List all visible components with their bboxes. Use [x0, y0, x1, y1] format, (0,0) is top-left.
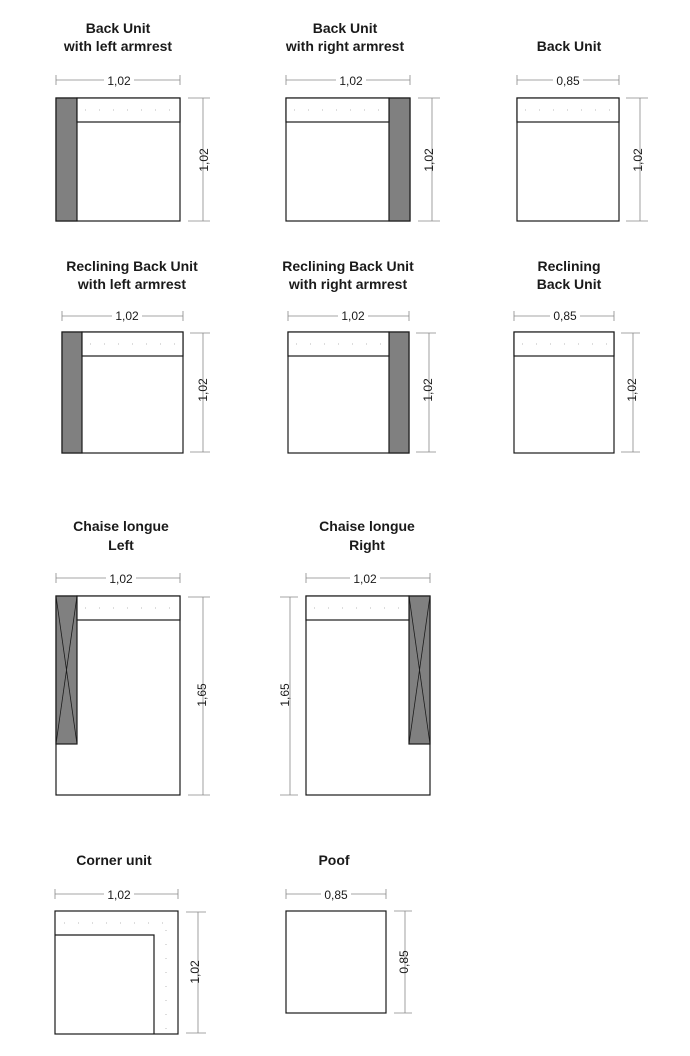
back-cushion: [286, 98, 389, 122]
module-poof: [286, 852, 412, 1013]
module-reclining-back-unit-right-armrest: [282, 258, 436, 453]
title-line-1: Corner unit: [76, 852, 152, 868]
width-label: 0,85: [553, 309, 577, 323]
depth-label: 1,02: [625, 378, 639, 402]
module-back-unit-left-armrest: [56, 20, 211, 221]
right-armrest: [389, 332, 409, 453]
width-dimension: [517, 72, 619, 88]
width-label: 1,02: [339, 74, 363, 88]
back-cushion: [77, 98, 180, 122]
depth-dimension: [188, 98, 211, 221]
module-chaise-longue-left: [56, 518, 210, 795]
width-label: 0,85: [556, 74, 580, 88]
depth-dimension: [278, 597, 298, 795]
width-label: 1,02: [107, 74, 131, 88]
depth-dimension: [418, 98, 440, 221]
width-label: 1,02: [107, 888, 131, 902]
depth-label: 1,02: [422, 148, 436, 172]
depth-label: 0,85: [397, 950, 411, 974]
title-line-1: Reclining Back Unit: [282, 258, 414, 274]
width-label: 1,02: [115, 309, 139, 323]
width-dimension: [286, 886, 386, 902]
module-chaise-longue-right: [278, 518, 430, 795]
depth-dimension: [621, 333, 640, 452]
seat-outline: [286, 911, 386, 1013]
width-label: 0,85: [324, 888, 348, 902]
width-dimension: [55, 886, 178, 902]
title-line-2: Left: [108, 537, 134, 553]
width-dimension: [514, 308, 614, 324]
width-label: 1,02: [341, 309, 365, 323]
width-dimension: [56, 570, 180, 586]
width-label: 1,02: [109, 572, 133, 586]
title-line-1: Back Unit: [312, 20, 378, 36]
left-armrest: [56, 98, 77, 221]
depth-dimension: [394, 911, 412, 1013]
title-line-2: with left armrest: [77, 276, 187, 292]
depth-dimension: [190, 333, 210, 452]
title-line-1: Back Unit: [536, 38, 602, 54]
module-reclining-back-unit: [514, 258, 640, 453]
depth-label: 1,02: [631, 148, 645, 172]
depth-label: 1,65: [278, 683, 292, 707]
title-line-1: Chaise longue: [319, 518, 415, 534]
seat-outline: [55, 911, 178, 1034]
title-line-2: with left armrest: [63, 38, 173, 54]
title-line-2: Right: [349, 537, 385, 553]
width-dimension: [306, 570, 430, 586]
width-dimension: [56, 72, 180, 88]
depth-label: 1,02: [188, 960, 202, 984]
depth-label: 1,65: [195, 683, 209, 707]
depth-label: 1,02: [197, 148, 211, 172]
depth-dimension: [186, 912, 206, 1033]
title-line-1: Poof: [318, 852, 350, 868]
right-armrest: [389, 98, 410, 221]
title-line-1: Back Unit: [85, 20, 151, 36]
back-cushion: [306, 596, 409, 620]
title-line-1: Chaise longue: [73, 518, 169, 534]
left-armrest: [62, 332, 82, 453]
title-line-1: Reclining Back Unit: [66, 258, 198, 274]
width-dimension: [62, 308, 183, 324]
width-dimension: [286, 72, 410, 88]
depth-dimension: [416, 333, 436, 452]
width-dimension: [288, 308, 409, 324]
title-line-2: with right armrest: [285, 38, 405, 54]
title-line-2: with right armrest: [288, 276, 408, 292]
module-back-unit-right-armrest: [285, 20, 440, 221]
width-label: 1,02: [353, 572, 377, 586]
depth-label: 1,02: [196, 378, 210, 402]
module-back-unit: [517, 38, 648, 221]
back-cushion: [77, 596, 180, 620]
title-line-2: Back Unit: [536, 276, 602, 292]
depth-label: 1,02: [421, 378, 435, 402]
module-reclining-back-unit-left-armrest: [62, 258, 210, 453]
depth-dimension: [188, 597, 210, 795]
depth-dimension: [626, 98, 648, 221]
module-corner-unit: [55, 852, 206, 1034]
title-line-1: Reclining: [537, 258, 601, 274]
